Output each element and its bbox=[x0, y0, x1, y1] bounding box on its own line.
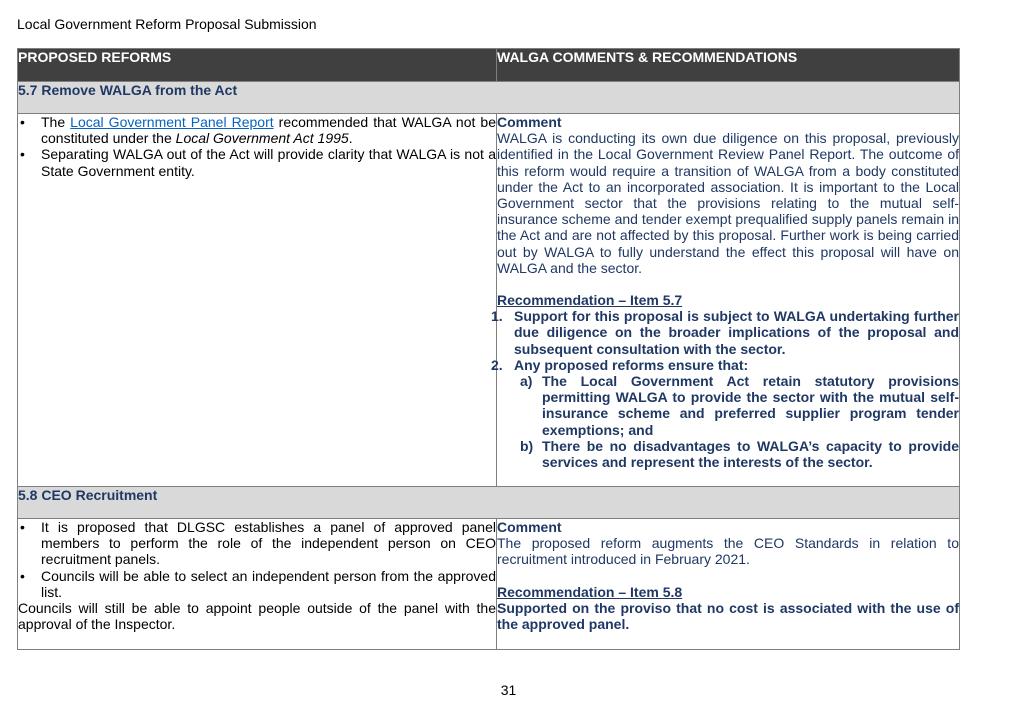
list-item: • Councils will be able to select an independent person from the approved list. bbox=[41, 568, 496, 600]
list-item: • The Local Government Panel Report recommended that WALGA not be constituted under the Local Government Act 1995. bbox=[41, 114, 496, 146]
section-heading-row bbox=[18, 487, 960, 519]
table-header-row bbox=[18, 49, 960, 82]
list-item: • It is proposed that DLGSC establishes a panel of approved panel members to perform the role of the independent person on CEO recruitment panels. bbox=[41, 519, 496, 568]
reform-bullet-list bbox=[18, 519, 496, 600]
list-item: 2. Any proposed reforms ensure that: a) The Local Government Act retain statutory provisions permitting WALGA to provide the sector with the mutual self-insurance scheme and preferred supplier program tender exemptions; and b) There be no disadvantages to WALGA’s capacity to provide services and represent the interests of the sector. bbox=[491, 356, 959, 471]
sub-recommendation-list bbox=[514, 373, 959, 470]
table-row bbox=[18, 114, 960, 487]
section-heading-row bbox=[18, 82, 960, 114]
panel-report-link[interactable]: Local Government Panel Report bbox=[70, 114, 274, 130]
column-header-walga-comments: WALGA COMMENTS & RECOMMENDATIONS bbox=[497, 49, 960, 82]
section-title-5-8: 5.8 CEO Recruitment bbox=[18, 487, 960, 519]
list-item: b) There be no disadvantages to WALGA’s capacity to provide services and represent the interests of the sector. bbox=[520, 437, 959, 471]
recommendation-label: Recommendation – Item 5.8 bbox=[497, 583, 683, 600]
recommendation-text: Supported on the proviso that no cost is associated with the use of the approved panel. bbox=[497, 599, 959, 633]
proposed-reforms-cell bbox=[18, 519, 497, 650]
reform-table bbox=[17, 48, 960, 650]
list-item: 1. Support for this proposal is subject to WALGA undertaking further due diligence on the broader implications of the proposal and subsequent consultation with the sector. bbox=[491, 308, 959, 357]
column-header-proposed-reforms: PROPOSED REFORMS bbox=[18, 49, 497, 82]
comment-text: WALGA is conducting its own due diligence on this proposal, previously identified in the Local Government Review Panel Report. The outcome of this reform would require a transition of WALGA from a body constituted under the Act to an incorporated association. It is important to the Local Government sector that the provisions relating to the mutual self-insurance scheme and tender exempt prequalified supply panels remain in the Act and are not affected by this proposal. Further work is being carried out by WALGA to fully understand the effect this proposal will have on WALGA and the sector. bbox=[497, 130, 959, 276]
page-number: 31 bbox=[500, 682, 517, 698]
proposed-reforms-cell bbox=[18, 114, 497, 487]
section-title-5-7: 5.7 Remove WALGA from the Act bbox=[18, 82, 960, 114]
recommendation-list bbox=[491, 308, 959, 471]
comment-text: The proposed reform augments the CEO Standards in relation to recruitment introduced in February 2021. bbox=[497, 535, 959, 568]
page-header: Local Government Reform Proposal Submission bbox=[17, 16, 317, 32]
recommendation-label: Recommendation – Item 5.7 bbox=[497, 292, 683, 309]
walga-comments-cell bbox=[497, 519, 960, 650]
walga-comments-cell bbox=[491, 114, 960, 487]
list-item: • Separating WALGA out of the Act will provide clarity that WALGA is not a State Government entity. bbox=[41, 146, 496, 178]
table-row bbox=[18, 519, 960, 650]
comment-label: Comment bbox=[497, 519, 562, 535]
reform-paragraph: Councils will still be able to appoint people outside of the panel with the approval of the Inspector. bbox=[18, 600, 496, 633]
list-item: a) The Local Government Act retain statutory provisions permitting WALGA to provide the sector with the mutual self-insurance scheme and preferred supplier program tender exemptions; and bbox=[520, 373, 959, 438]
reform-bullet-list bbox=[18, 114, 496, 179]
comment-label: Comment bbox=[497, 114, 562, 130]
